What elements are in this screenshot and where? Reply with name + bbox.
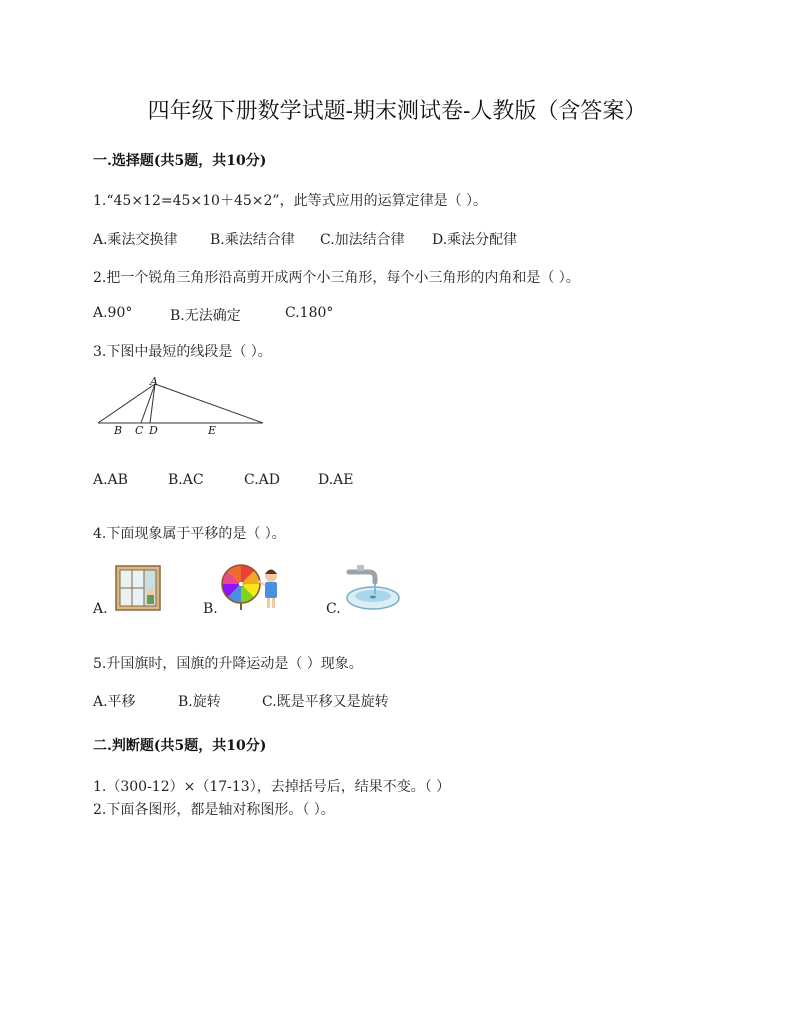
q5-option-b: B.旋转 [178, 694, 221, 710]
q4-option-c: C. [326, 601, 341, 617]
q3-option-a: A.AB [93, 472, 128, 488]
q4-option-a: A. [93, 601, 108, 617]
question-2-text: 2.把一个锐角三角形沿高剪开成两个小三角形，每个小三角形的内角和是（ ）。 [93, 270, 580, 286]
q2-option-c: C.180° [285, 305, 334, 321]
figure-label-e: E [208, 424, 217, 436]
figure-label-d: D [149, 424, 158, 436]
question-1-text: 1.“45×12=45×10＋45×2”，此等式应用的运算定律是（ ）。 [93, 193, 488, 209]
color-wheel-image [219, 562, 285, 612]
q3-option-d: D.AE [318, 472, 354, 488]
q5-option-c: C.既是平移又是旋转 [262, 694, 389, 710]
figure-label-b: B [114, 424, 123, 436]
figure-label-a: A [150, 375, 158, 388]
question-4-text: 4.下面现象属于平移的是（ ）。 [93, 526, 286, 542]
q1-option-c: C.加法结合律 [320, 232, 405, 248]
figure-label-c: C [135, 424, 144, 436]
q2-option-b: B.无法确定 [170, 308, 241, 324]
page-title: 四年级下册数学试题-期末测试卷-人教版（含答案） [147, 99, 647, 124]
q1-option-b: B.乘法结合律 [210, 232, 295, 248]
q2-option-a: A.90° [93, 305, 133, 321]
judgment-1-text: 1.（300-12）×（17-13），去掉括号后，结果不变。（ ） [93, 779, 451, 795]
triangle-segments-figure [93, 374, 268, 436]
q1-option-a: A.乘法交换律 [93, 232, 178, 248]
q3-option-b: B.AC [168, 472, 204, 488]
q5-option-a: A.平移 [93, 694, 136, 710]
q4-option-b: B. [203, 601, 218, 617]
question-3-text: 3.下图中最短的线段是（ ）。 [93, 344, 272, 360]
q1-option-d: D.乘法分配律 [432, 232, 518, 248]
window-image [113, 564, 163, 612]
question-5-text: 5.升国旗时，国旗的升降运动是（ ）现象。 [93, 656, 363, 672]
section-heading-judgment: 二.判断题(共5题，共10分) [93, 738, 267, 754]
section-heading-choice: 一.选择题(共5题，共10分) [93, 153, 267, 169]
faucet-sink-image [343, 562, 401, 612]
q3-option-c: C.AD [244, 472, 280, 488]
judgment-2-text: 2.下面各图形，都是轴对称图形。（ ）。 [93, 802, 335, 818]
